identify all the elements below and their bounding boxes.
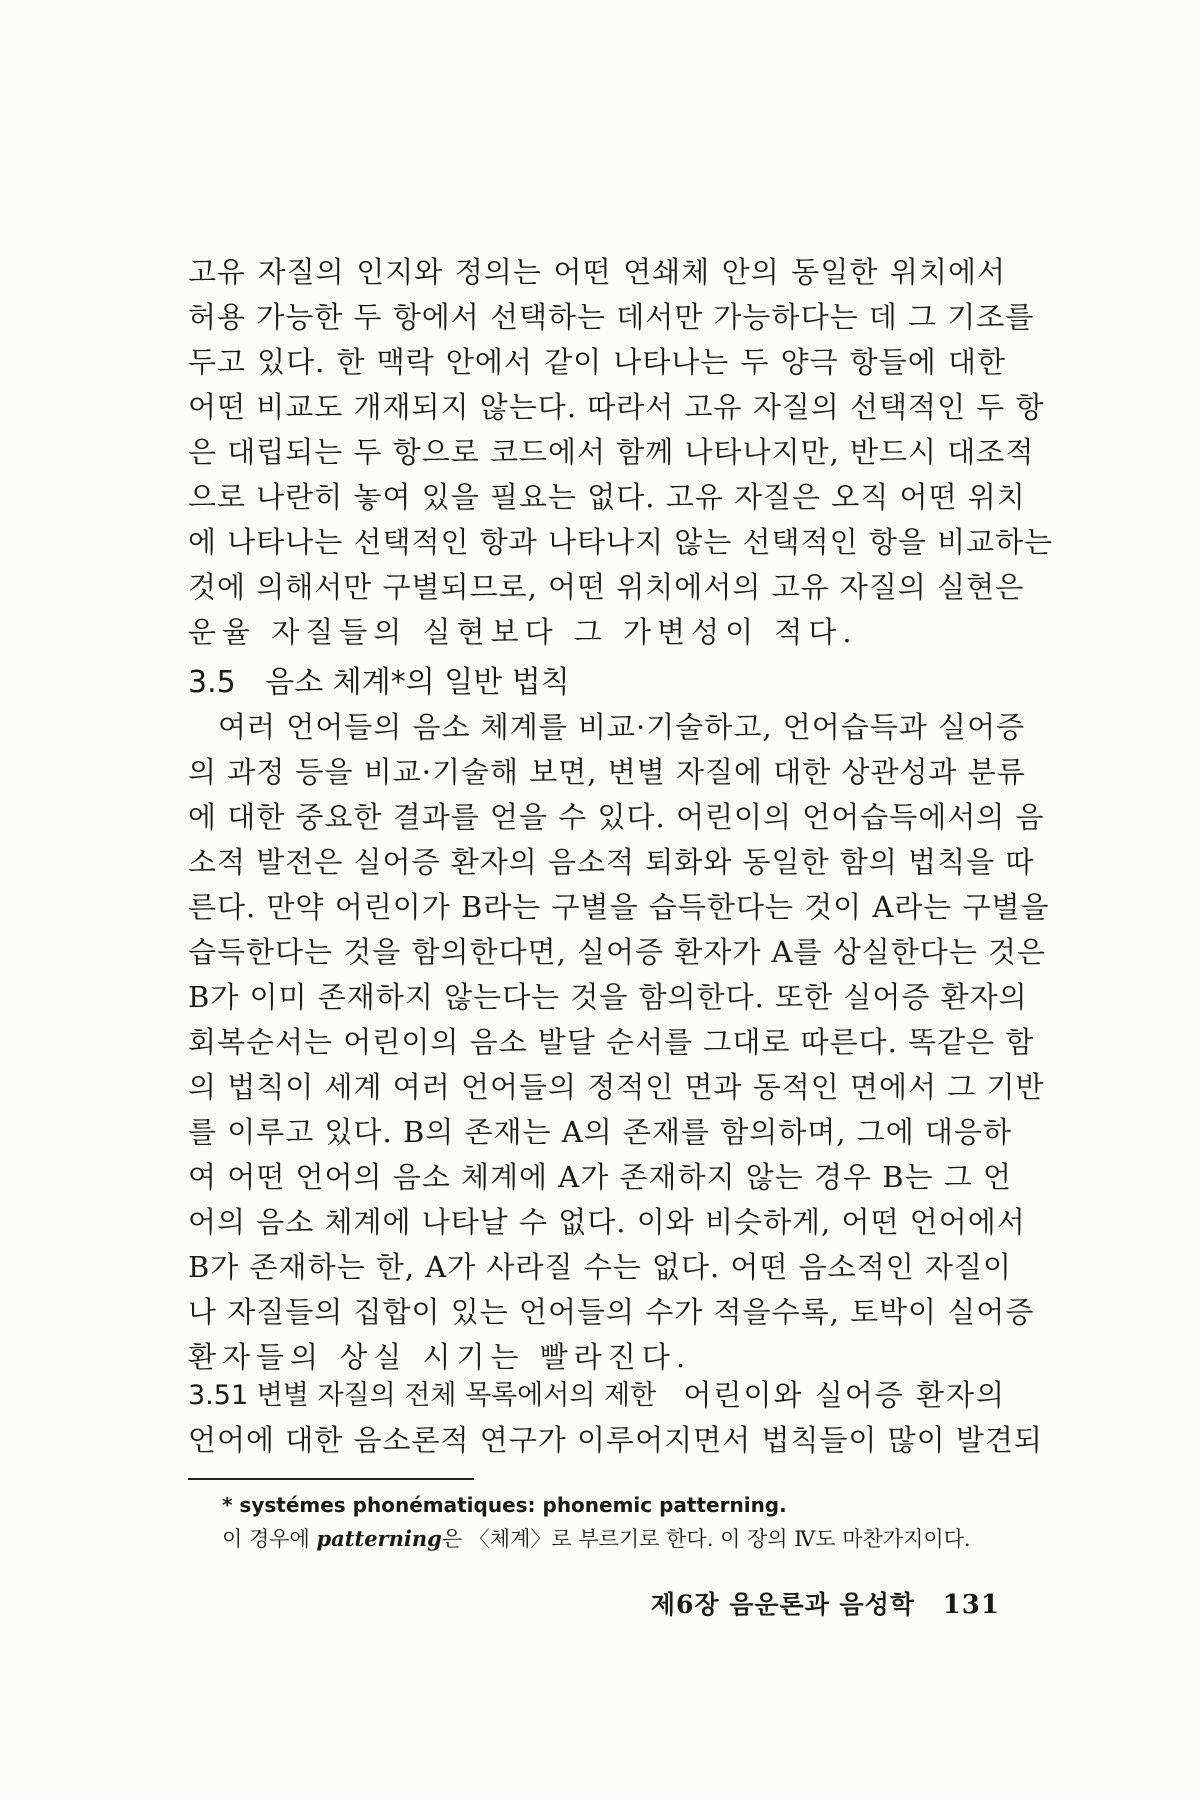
text-line: 를 이루고 있다. B의 존재는 A의 존재를 함의하며, 그에 대응하 <box>188 1115 1012 1149</box>
text-line: 습득한다는 것을 함의한다면, 실어증 환자가 A를 상실한다는 것은 <box>188 935 1047 969</box>
page-number: 131 <box>942 1590 1000 1620</box>
text-line: 어떤 비교도 개재되지 않는다. 따라서 고유 자질의 선택적인 두 항 <box>188 390 1045 424</box>
footnote-line <box>222 1522 971 1556</box>
text-line: 두고 있다. 한 맥락 안에서 같이 나타나는 두 양극 항들에 대한 <box>188 345 1006 379</box>
text-line: 어의 음소 체계에 나타날 수 없다. 이와 비슷하게, 어떤 언어에서 <box>188 1205 1026 1239</box>
paragraph-distinctive-features <box>188 250 1054 655</box>
text-line: 것에 의해서만 구별되므로, 어떤 위치에서의 고유 자질의 실현은 <box>188 570 1025 604</box>
footnote <box>222 1488 971 1556</box>
chapter-title: 제6장 음운론과 음성학 <box>650 1590 915 1619</box>
running-footer <box>651 1585 1000 1621</box>
subsection-first-line <box>188 1373 1006 1418</box>
footnote-divider <box>188 1478 474 1480</box>
text-line: 의 법칙이 세계 여러 언어들의 정적인 면과 동적인 면에서 그 기반 <box>188 1070 1045 1104</box>
text-line: 은 대립되는 두 항으로 코드에서 함께 나타나지만, 반드시 대조적 <box>188 435 1035 469</box>
subsection-heading-3-51: 3.51 변별 자질의 전체 목록에서의 제한 <box>188 1380 657 1411</box>
text-line: 른다. 만약 어린이가 B라는 구별을 습득한다는 것이 A라는 구별을 <box>188 890 1050 924</box>
text-line: 환자들의 상실 시기는 빨라진다. <box>188 1340 692 1374</box>
text-line: 어린이와 실어증 환자의 <box>683 1378 1006 1412</box>
footnote-text: 이 경우에 <box>222 1527 317 1551</box>
text-line: 에 나타나는 선택적인 항과 나타나지 않는 선택적인 항을 비교하는 <box>188 525 1054 559</box>
text-line: 회복순서는 어린이의 음소 발달 순서를 그대로 따른다. 똑같은 함 <box>188 1025 1035 1059</box>
footnote-text: 은 〈체계〉로 부르기로 한다. 이 장의 Ⅳ도 마찬가지이다. <box>441 1527 971 1551</box>
text-line: 소적 발전은 실어증 환자의 음소적 퇴화와 동일한 함의 법칙을 따 <box>188 845 1035 879</box>
footnote-term: patterning <box>316 1526 442 1551</box>
paragraph-inventory-restrictions <box>188 1373 1043 1463</box>
text-line: 의 과정 등을 비교·기술해 보면, 변별 자질에 대한 상관성과 분류 <box>188 755 1026 789</box>
text-line: 으로 나란히 놓여 있을 필요는 없다. 고유 자질은 오직 어떤 위치 <box>188 480 1026 514</box>
text-line: 허용 가능한 두 항에서 선택하는 데서만 가능하다는 데 그 기조를 <box>188 300 1035 334</box>
paragraph-general-laws <box>188 705 1050 1380</box>
text-line: 에 대한 중요한 결과를 얻을 수 있다. 어린이의 언어습득에서의 음 <box>188 800 1045 834</box>
text-line: 여 어떤 언어의 음소 체계에 A가 존재하지 않는 경우 B는 그 언 <box>188 1160 1012 1194</box>
text-line: 여러 언어들의 음소 체계를 비교·기술하고, 언어습득과 실어증 <box>218 710 1026 744</box>
text-line: B가 이미 존재하지 않는다는 것을 함의한다. 또한 실어증 환자의 <box>188 980 1028 1014</box>
footnote-line: * systémes phonématiques: phonemic patterning. <box>222 1493 787 1517</box>
text-line: 언어에 대한 음소론적 연구가 이루어지면서 법칙들이 많이 발견되 <box>188 1423 1043 1457</box>
text-line: 나 자질들의 집합이 있는 언어들의 수가 적을수록, 토박이 실어증 <box>188 1295 1035 1329</box>
section-title: 음소 체계*의 일반 법칙 <box>265 665 570 700</box>
text-line: 운율 자질들의 실현보다 그 가변성이 적다. <box>188 615 858 649</box>
text-line: B가 존재하는 한, A가 사라질 수는 없다. 어떤 음소적인 자질이 <box>188 1250 1012 1284</box>
section-number: 3.5 <box>188 665 236 700</box>
section-heading-3-5 <box>188 660 570 705</box>
text-line: 고유 자질의 인지와 정의는 어떤 연쇄체 안의 동일한 위치에서 <box>188 255 1006 289</box>
